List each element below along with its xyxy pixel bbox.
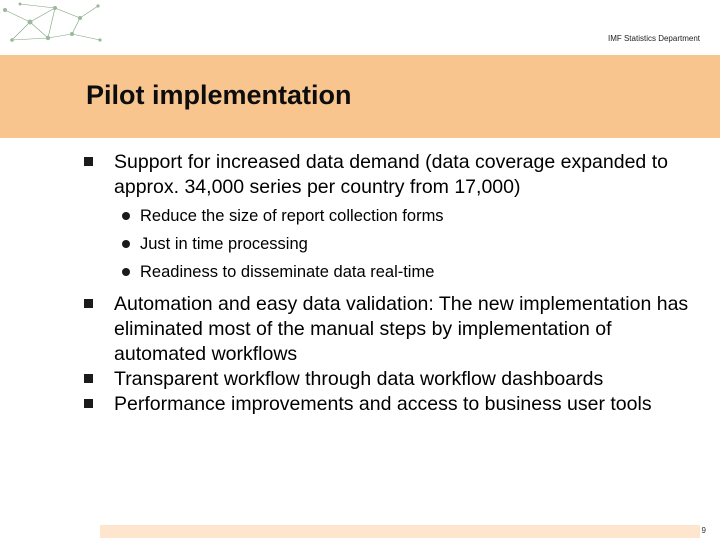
square-bullet-icon (84, 374, 93, 383)
bullet-text: Transparent workflow through data workflow dashboards (114, 368, 604, 390)
bullet-item (84, 150, 694, 286)
round-bullet-icon (122, 268, 130, 276)
footer-bar (100, 525, 700, 538)
department-label: IMF Statistics Department (607, 34, 700, 43)
square-bullet-icon (84, 399, 93, 408)
bullet-list (84, 150, 694, 417)
sub-bullet-text: Just in time processing (140, 235, 308, 253)
sub-bullet-text: Readiness to disseminate data real-time (140, 263, 435, 281)
bullet-text: Automation and easy data validation: The new implementation has eliminated most of the manual steps by implementation of automated workflows (114, 293, 689, 365)
round-bullet-icon (122, 212, 130, 220)
slide-title: Pilot implementation (86, 80, 352, 110)
bullet-text: Support for increased data demand (data coverage expanded to approx. 34,000 series per country from 17,000) (114, 151, 668, 198)
sub-bullet-list (114, 202, 694, 286)
bullet-item (84, 392, 694, 417)
sub-bullet-item (114, 230, 694, 258)
sub-bullet-item (114, 202, 694, 230)
bullet-text: Performance improvements and access to business user tools (114, 393, 652, 415)
round-bullet-icon (122, 240, 130, 248)
bullet-item (84, 292, 694, 367)
bullet-item (84, 367, 694, 392)
page-number: 9 (701, 526, 706, 535)
square-bullet-icon (84, 299, 93, 308)
square-bullet-icon (84, 157, 93, 166)
network-logo-graphic (0, 0, 110, 50)
sub-bullet-item (114, 258, 694, 286)
sub-bullet-text: Reduce the size of report collection forms (140, 207, 444, 225)
